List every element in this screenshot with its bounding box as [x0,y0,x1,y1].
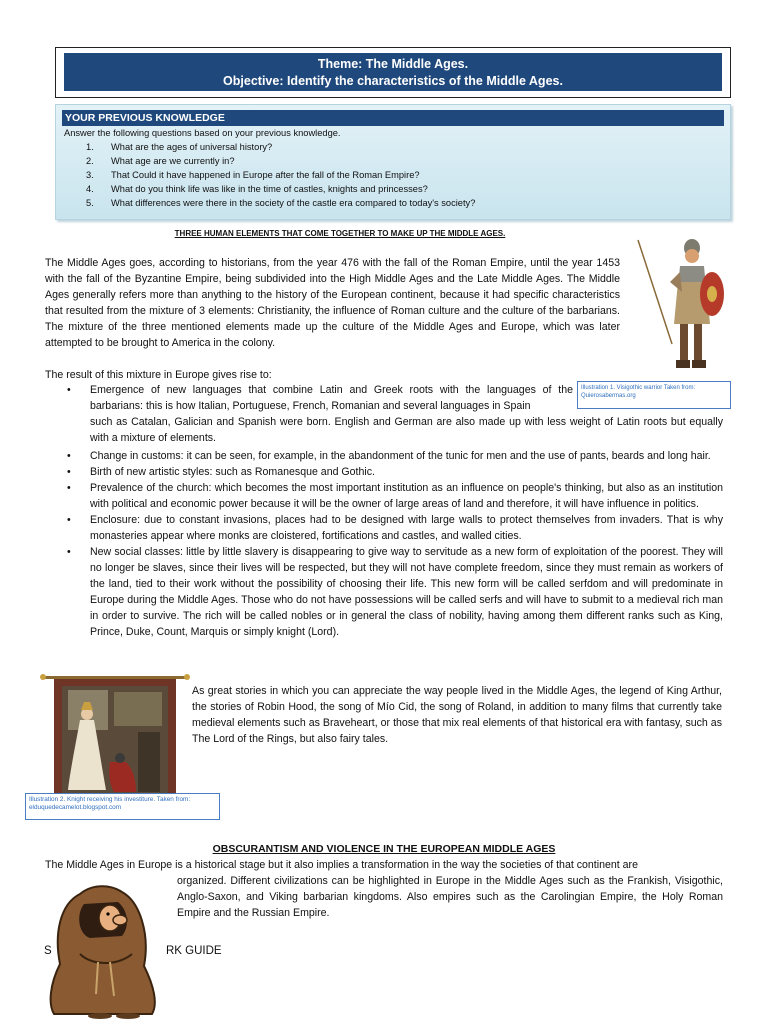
list-item: • Change in customs: it can be seen, for example, in the abandonment of the tunic for men and the use of pants, beards and long hair. [67,450,711,462]
list-item-continued [45,414,723,446]
section-title-human-elements: THREE HUMAN ELEMENTS THAT COME TOGETHER TO MAKE UP THE MIDDLE AGES. [174,229,506,238]
list-item: • Enclosure: due to constant invasions, places had to be designed with large walls to protect themselves from invaders. That is why monasteries appear where monks are cloistered, fortifications and castles, and walled cities. [67,514,723,542]
previous-knowledge-box [55,104,731,220]
footer-left-fragment: S [44,945,52,957]
question-list [86,140,475,210]
bullet-mark: • [67,384,71,396]
illustration-2-caption: Illustration 2. Knight receiving his investiture. Taken from: elduquedecamelot.blogspot.com [25,793,220,820]
question-item: 2. What age are we currently in? [86,156,235,166]
illustration-1-caption: Illustration 1. Visigothic warrior Taken from: Quierosabermas.org [577,381,731,409]
section-title-obscurantism: OBSCURANTISM AND VIOLENCE IN THE EUROPEAN MIDDLE AGES [212,843,556,855]
previous-knowledge-title: YOUR PREVIOUS KNOWLEDGE [62,110,724,126]
objective-title: Objective: Identify the characteristics of the Middle Ages. [223,74,563,88]
footer-work-guide: RK GUIDE [166,945,222,957]
question-item: 4. What do you think life was like in the time of castles, knights and princesses? [86,184,428,194]
theme-banner [64,53,722,91]
list-item: • New social classes: little by little slavery is disappearing to give way to servitude as a new form of exploitation of the poorest. They will no longer be slaves, since their lives will be respected, but they will not have complete freedom, since they must remain as workers of the land, tied to their work without the possibility of choosing their life. This new form will be called serfdom and will predominate in Europe during the Middle Ages. Those who do not have possessions will be called serfs and will have to submit to a medieval rich man in order to survive. The rich will be called nobles or in general the class of nobility, having among them different ranks such as King, Prince, Duke, Count, Marquis or simply knight (Lord). [67,546,723,638]
question-item: 5. What differences were there in the society of the castle era compared to today's society? [86,198,476,208]
bullet-text: Emergence of new languages that combine Latin and Greek roots with the languages of the barbarians: this is how Italian, Portuguese, French, Romanian and several languages in Spain [90,384,573,412]
theme-title: Theme: The Middle Ages. [317,57,469,71]
bullet-mark: • [67,466,71,478]
consequences-list [45,382,723,640]
knight-investiture-illustration [40,672,190,802]
question-item: 1. What are the ages of universal history? [86,142,273,152]
question-item: 3. That Could it have happened in Europe after the fall of the Roman Empire? [86,170,420,180]
obscurantism-first-line: The Middle Ages in Europe is a historical stage but it also implies a transformation in the way the societies of that continent are [45,859,638,871]
list-item: • Prevalence of the church: which becomes the most important institution as an influence on people's thinking, but also as an institution with political and economic power because it will be the owner of large areas of land and therefore, it will have influence in politics. [67,482,723,510]
bullet-mark: • [67,450,71,462]
bullet-text-continued: such as Catalan, Galician and Spanish were born. English and German are also made up with less weight of Latin roots but equally with a mixture of elements. [90,416,723,444]
visigothic-warrior-illustration [630,232,730,382]
medieval-stories-paragraph: As great stories in which you can appreciate the way people lived in the Middle Ages, the legend of King Arthur, the stories of Robin Hood, the song of Mío Cid, the song of Roland, in addition to many films that currently take medieval elements such as Braveheart, or those that mix real elements of that historical era with fantasy, such as The Lord of the Rings, but also fairy tales. [192,685,722,745]
bullet-mark: • [67,514,71,526]
bullet-mark: • [67,482,71,494]
mixture-result-intro: The result of this mixture in Europe gives rise to: [45,369,272,381]
middle-ages-intro-paragraph: The Middle Ages goes, according to historians, from the year 476 with the fall of the Roman Empire, until the year 1453 with the fall of the Byzantine Empire, being subdivided into the High Middle Ages and the Late Middle Ages. The Middle Ages generally refers more than anything to the history of the European continent, because it had specific characteristics that resulted from the mixture of 3 elements: Christianity, the influence of Roman culture and the culture of the barbarians. The mixture of the three mentioned elements made up the culture of the Middle Ages and Europe, which was later attempted to be brought to America in the colony. [45,257,620,349]
previous-knowledge-intro: Answer the following questions based on your previous knowledge. [64,128,341,138]
monk-cartoon-illustration [40,874,170,1019]
theme-frame [55,47,731,98]
obscurantism-paragraph: organized. Different civilizations can be highlighted in Europe in the Middle Ages such as the Frankish, Visigothic, Anglo-Saxon, and Viking barbarian kingdoms. Also empires such as the Carolingian Empire, the Holy Roman Empire and the Russian Empire. [177,875,723,919]
bullet-mark: • [67,546,71,558]
list-item: • Birth of new artistic styles: such as Romanesque and Gothic. [67,466,375,478]
